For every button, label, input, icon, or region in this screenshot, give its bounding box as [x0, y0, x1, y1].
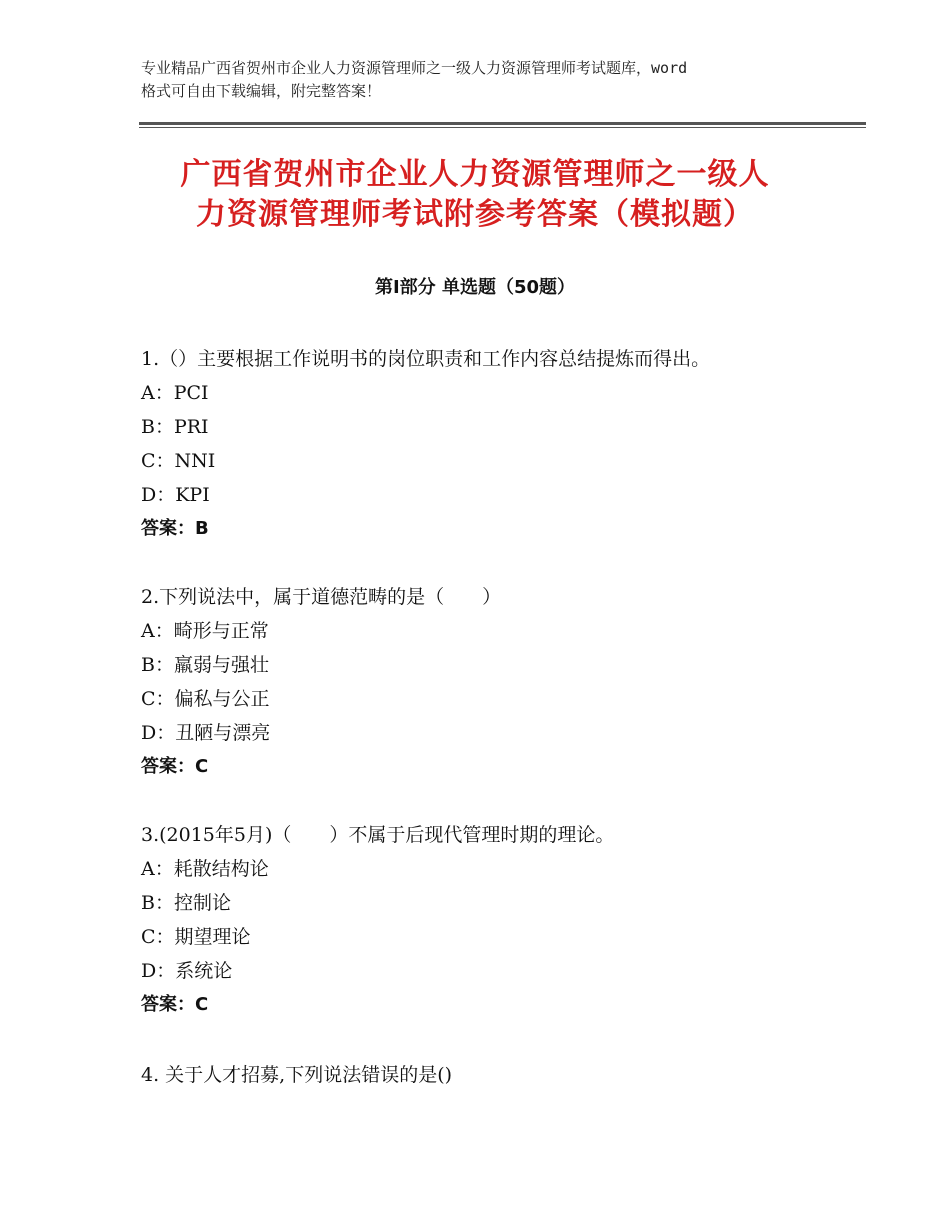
question-stem: 2.下列说法中，属于道德范畴的是（ ） — [141, 586, 502, 608]
header-divider-thick — [139, 122, 866, 125]
title-line-1: 广西省贺州市企业人力资源管理师之一级人 — [180, 157, 770, 192]
option-b: B：控制论 — [141, 892, 231, 914]
option-a: A：畸形与正常 — [141, 620, 269, 642]
header-note — [141, 57, 841, 103]
question-1 — [141, 342, 710, 546]
option-c: C：期望理论 — [141, 926, 251, 948]
option-a: A：PCI — [141, 382, 209, 404]
option-d: D：系统论 — [141, 960, 233, 982]
question-4 — [141, 1058, 452, 1092]
option-c: C：偏私与公正 — [141, 688, 270, 710]
header-note-line-1: 专业精品广西省贺州市企业人力资源管理师之一级人力资源管理师考试题库，word — [141, 59, 688, 77]
section-heading: 第Ⅰ部分 单选题（50题） — [374, 277, 575, 298]
answer: 答案：C — [141, 756, 209, 777]
answer: 答案：B — [141, 518, 209, 539]
option-d: D：KPI — [141, 484, 210, 506]
header-divider-thin — [139, 127, 866, 128]
option-d: D：丑陋与漂亮 — [141, 722, 271, 744]
document-title — [100, 155, 850, 235]
answer: 答案：C — [141, 994, 209, 1015]
question-2 — [141, 580, 501, 784]
option-a: A：耗散结构论 — [141, 858, 269, 880]
option-b: B：PRI — [141, 416, 209, 438]
option-c: C：NNI — [141, 450, 216, 472]
header-note-line-2: 格式可自由下载编辑，附完整答案！ — [141, 82, 382, 100]
question-stem: 3.(2015年5月)（ ）不属于后现代管理时期的理论。 — [141, 824, 615, 846]
title-line-2: 力资源管理师考试附参考答案（模拟题） — [196, 197, 754, 232]
option-b: B：羸弱与强壮 — [141, 654, 269, 676]
question-stem: 4. 关于人才招募,下列说法错误的是() — [141, 1064, 453, 1086]
question-3 — [141, 818, 614, 1022]
question-stem: 1.（）主要根据工作说明书的岗位职责和工作内容总结提炼而得出。 — [141, 348, 711, 370]
